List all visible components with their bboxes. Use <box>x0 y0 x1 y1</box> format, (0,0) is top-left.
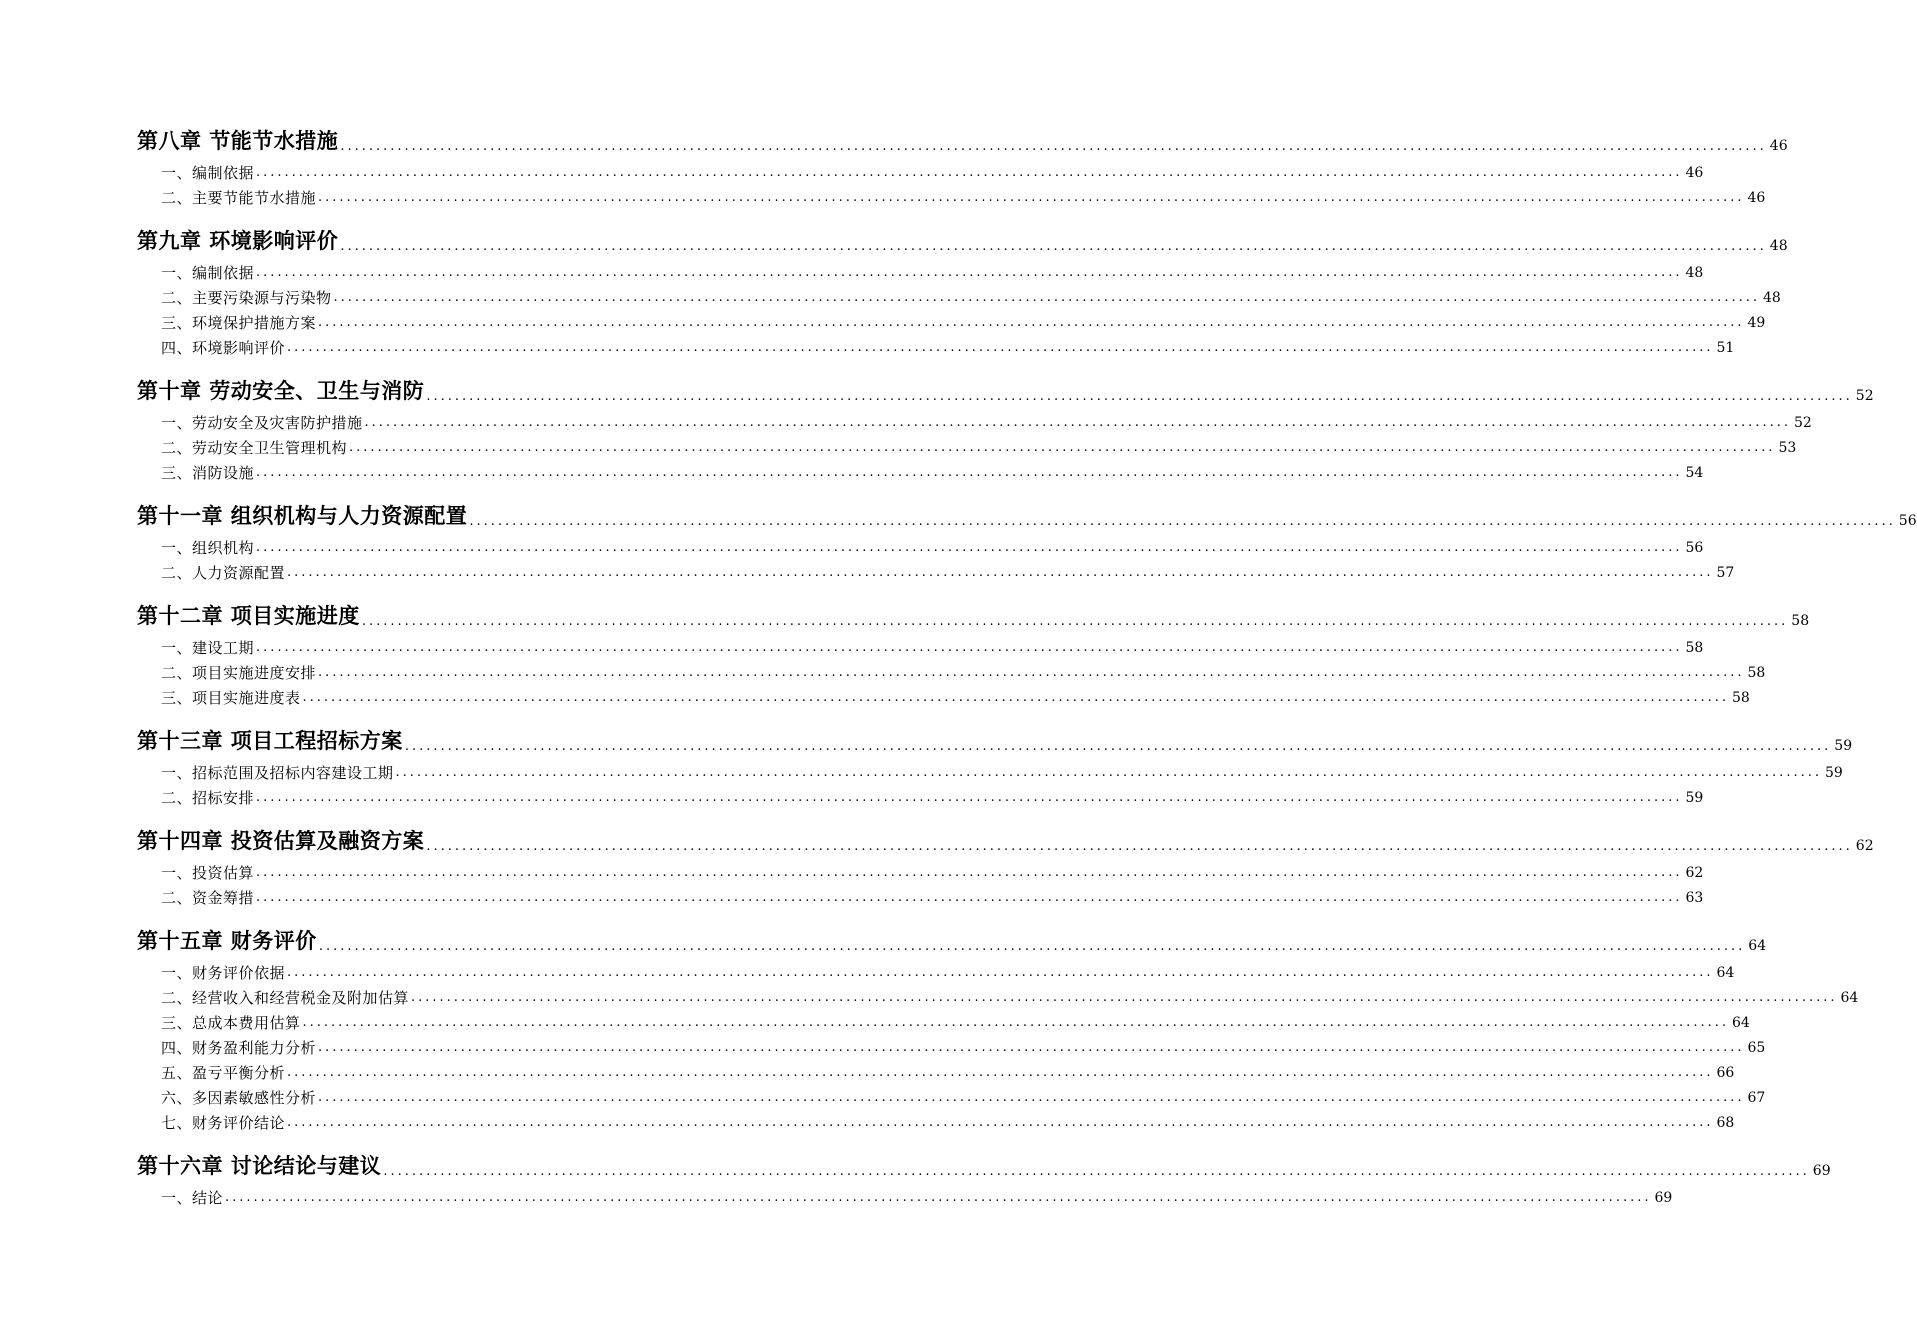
dot-leader: ........................................................................................................................................................................................................ <box>287 565 1714 580</box>
page-number: 62 <box>1855 838 1874 854</box>
dot-leader: ........................................................................................................................................................................................................ <box>287 1115 1714 1130</box>
toc-section-entry[interactable] <box>137 635 1704 660</box>
section-title: 二、招标安排 <box>161 789 255 807</box>
toc-section-entry[interactable] <box>137 285 1781 310</box>
page-number: 49 <box>1747 314 1766 331</box>
section-title: 七、财务评价结论 <box>161 1114 286 1132</box>
toc-section-entry[interactable] <box>137 785 1704 810</box>
dot-leader: ........................................................................................................................................................................................................ <box>426 839 1853 854</box>
page-number: 64 <box>1840 989 1859 1006</box>
page-number: 62 <box>1685 864 1704 881</box>
dot-leader: ........................................................................................................................................................................................................ <box>340 239 1767 254</box>
chapter-title: 第十二章 项目实施进度 <box>137 603 360 628</box>
page-number: 48 <box>1685 264 1704 281</box>
dot-leader: ........................................................................................................................................................................................................ <box>256 640 1683 655</box>
page-number: 58 <box>1685 639 1704 656</box>
toc-chapter-entry[interactable] <box>137 120 1788 160</box>
section-title: 三、总成本费用估算 <box>161 1014 301 1032</box>
section-title: 二、人力资源配置 <box>161 564 286 582</box>
section-title: 四、环境影响评价 <box>161 339 286 357</box>
page-number: 59 <box>1685 789 1704 806</box>
toc-section-entry[interactable] <box>137 160 1704 185</box>
section-title: 二、经营收入和经营税金及附加估算 <box>161 989 410 1007</box>
section-title: 一、招标范围及招标内容建设工期 <box>161 764 394 782</box>
dot-leader: ........................................................................................................................................................................................................ <box>256 465 1683 480</box>
toc-section-entry[interactable] <box>137 310 1766 335</box>
dot-leader: ........................................................................................................................................................................................................ <box>256 790 1683 805</box>
page-number: 46 <box>1685 164 1704 181</box>
toc-section-entry[interactable] <box>137 760 1843 785</box>
dot-leader: ........................................................................................................................................................................................................ <box>426 389 1853 404</box>
page-number: 48 <box>1769 238 1788 254</box>
toc-section-entry[interactable] <box>137 410 1812 435</box>
dot-leader: ........................................................................................................................................................................................................ <box>302 1015 1729 1030</box>
dot-leader: ........................................................................................................................................................................................................ <box>256 165 1683 180</box>
page-number: 56 <box>1898 513 1917 529</box>
toc-chapter-entry[interactable] <box>137 220 1788 260</box>
chapter-title: 第十三章 项目工程招标方案 <box>137 728 403 753</box>
toc-chapter-entry[interactable] <box>137 1145 1831 1185</box>
chapter-title: 第十章 劳动安全、卫生与消防 <box>137 378 425 403</box>
section-title: 二、劳动安全卫生管理机构 <box>161 439 348 457</box>
chapter-title: 第十五章 财务评价 <box>137 928 317 953</box>
page-number: 58 <box>1747 664 1766 681</box>
page-number: 51 <box>1716 339 1735 356</box>
section-title: 二、资金筹措 <box>161 889 255 907</box>
page-number: 56 <box>1685 539 1704 556</box>
dot-leader: ........................................................................................................................................................................................................ <box>318 190 1745 205</box>
toc-section-entry[interactable] <box>137 1010 1750 1035</box>
toc-section-entry[interactable] <box>137 860 1704 885</box>
toc-section-entry[interactable] <box>137 335 1735 360</box>
toc-section-entry[interactable] <box>137 460 1704 485</box>
dot-leader: ........................................................................................................................................................................................................ <box>340 139 1767 154</box>
toc-section-entry[interactable] <box>137 960 1735 985</box>
page-number: 52 <box>1793 414 1812 431</box>
page-number: 68 <box>1716 1114 1735 1131</box>
page-number: 64 <box>1731 1014 1750 1031</box>
page-number: 48 <box>1762 289 1781 306</box>
dot-leader: ........................................................................................................................................................................................................ <box>318 665 1745 680</box>
chapter-title: 第八章 节能节水措施 <box>137 128 339 153</box>
dot-leader: ........................................................................................................................................................................................................ <box>225 1190 1652 1205</box>
dot-leader: ........................................................................................................................................................................................................ <box>411 990 1838 1005</box>
dot-leader: ........................................................................................................................................................................................................ <box>287 1065 1714 1080</box>
page-number: 65 <box>1747 1039 1766 1056</box>
toc-section-entry[interactable] <box>137 1110 1735 1135</box>
dot-leader: ........................................................................................................................................................................................................ <box>287 965 1714 980</box>
section-title: 四、财务盈利能力分析 <box>161 1039 317 1057</box>
page-number: 67 <box>1747 1089 1766 1106</box>
section-title: 一、财务评价依据 <box>161 964 286 982</box>
dot-leader: ........................................................................................................................................................................................................ <box>318 315 1745 330</box>
section-title: 一、投资估算 <box>161 864 255 882</box>
dot-leader: ........................................................................................................................................................................................................ <box>383 1164 1810 1179</box>
dot-leader: ........................................................................................................................................................................................................ <box>318 1040 1745 1055</box>
page-number: 69 <box>1812 1163 1831 1179</box>
page-number: 66 <box>1716 1064 1735 1081</box>
table-of-contents <box>137 120 1917 1210</box>
toc-chapter-entry[interactable] <box>137 920 1767 960</box>
page-number: 63 <box>1685 889 1704 906</box>
page-number: 53 <box>1778 439 1797 456</box>
dot-leader: ........................................................................................................................................................................................................ <box>256 890 1683 905</box>
toc-section-entry[interactable] <box>137 535 1704 560</box>
dot-leader: ........................................................................................................................................................................................................ <box>256 540 1683 555</box>
toc-chapter-entry[interactable] <box>137 370 1874 410</box>
dot-leader: ........................................................................................................................................................................................................ <box>256 865 1683 880</box>
chapter-title: 第九章 环境影响评价 <box>137 228 339 253</box>
toc-section-entry[interactable] <box>137 185 1766 210</box>
dot-leader: ........................................................................................................................................................................................................ <box>349 440 1776 455</box>
page-number: 52 <box>1855 388 1874 404</box>
page-number: 64 <box>1716 964 1735 981</box>
toc-section-entry[interactable] <box>137 1060 1735 1085</box>
toc-section-entry[interactable] <box>137 1185 1673 1210</box>
page-number: 64 <box>1748 938 1767 954</box>
page-number: 58 <box>1731 689 1750 706</box>
section-title: 一、结论 <box>161 1189 224 1207</box>
page-number: 69 <box>1654 1189 1673 1206</box>
section-title: 二、项目实施进度安排 <box>161 664 317 682</box>
dot-leader: ........................................................................................................................................................................................................ <box>364 415 1791 430</box>
section-title: 三、环境保护措施方案 <box>161 314 317 332</box>
dot-leader: ........................................................................................................................................................................................................ <box>318 1090 1745 1105</box>
section-title: 五、盈亏平衡分析 <box>161 1064 286 1082</box>
toc-section-entry[interactable] <box>137 985 1859 1010</box>
dot-leader: ........................................................................................................................................................................................................ <box>361 614 1789 629</box>
dot-leader: ........................................................................................................................................................................................................ <box>333 290 1760 305</box>
section-title: 一、编制依据 <box>161 164 255 182</box>
section-title: 一、劳动安全及灾害防护措施 <box>161 414 363 432</box>
toc-chapter-entry[interactable] <box>137 495 1917 535</box>
chapter-title: 第十一章 组织机构与人力资源配置 <box>137 503 468 528</box>
page-number: 54 <box>1685 464 1704 481</box>
page-number: 58 <box>1791 613 1810 629</box>
page-number: 46 <box>1769 138 1788 154</box>
page-number: 59 <box>1824 764 1843 781</box>
toc-section-entry[interactable] <box>137 1085 1766 1110</box>
dot-leader: ........................................................................................................................................................................................................ <box>318 939 1746 954</box>
dot-leader: ........................................................................................................................................................................................................ <box>395 765 1822 780</box>
dot-leader: ........................................................................................................................................................................................................ <box>287 340 1714 355</box>
toc-section-entry[interactable] <box>137 435 1797 460</box>
section-title: 一、建设工期 <box>161 639 255 657</box>
chapter-title: 第十六章 讨论结论与建议 <box>137 1153 382 1178</box>
page-number: 59 <box>1834 738 1853 754</box>
toc-chapter-entry[interactable] <box>137 720 1853 760</box>
dot-leader: ........................................................................................................................................................................................................ <box>256 265 1683 280</box>
page-number: 57 <box>1716 564 1735 581</box>
section-title: 三、项目实施进度表 <box>161 689 301 707</box>
section-title: 二、主要节能节水措施 <box>161 189 317 207</box>
chapter-title: 第十四章 投资估算及融资方案 <box>137 828 425 853</box>
toc-section-entry[interactable] <box>137 560 1735 585</box>
section-title: 六、多因素敏感性分析 <box>161 1089 317 1107</box>
section-title: 一、编制依据 <box>161 264 255 282</box>
page-number: 46 <box>1747 189 1766 206</box>
toc-chapter-entry[interactable] <box>137 820 1874 860</box>
dot-leader: ........................................................................................................................................................................................................ <box>404 739 1832 754</box>
toc-section-entry[interactable] <box>137 1035 1766 1060</box>
toc-chapter-entry[interactable] <box>137 595 1810 635</box>
dot-leader: ........................................................................................................................................................................................................ <box>469 514 1896 529</box>
dot-leader: ........................................................................................................................................................................................................ <box>302 690 1729 705</box>
section-title: 二、主要污染源与污染物 <box>161 289 332 307</box>
toc-section-entry[interactable] <box>137 885 1704 910</box>
section-title: 一、组织机构 <box>161 539 255 557</box>
toc-section-entry[interactable] <box>137 260 1704 285</box>
toc-section-entry[interactable] <box>137 660 1766 685</box>
toc-section-entry[interactable] <box>137 685 1750 710</box>
section-title: 三、消防设施 <box>161 464 255 482</box>
